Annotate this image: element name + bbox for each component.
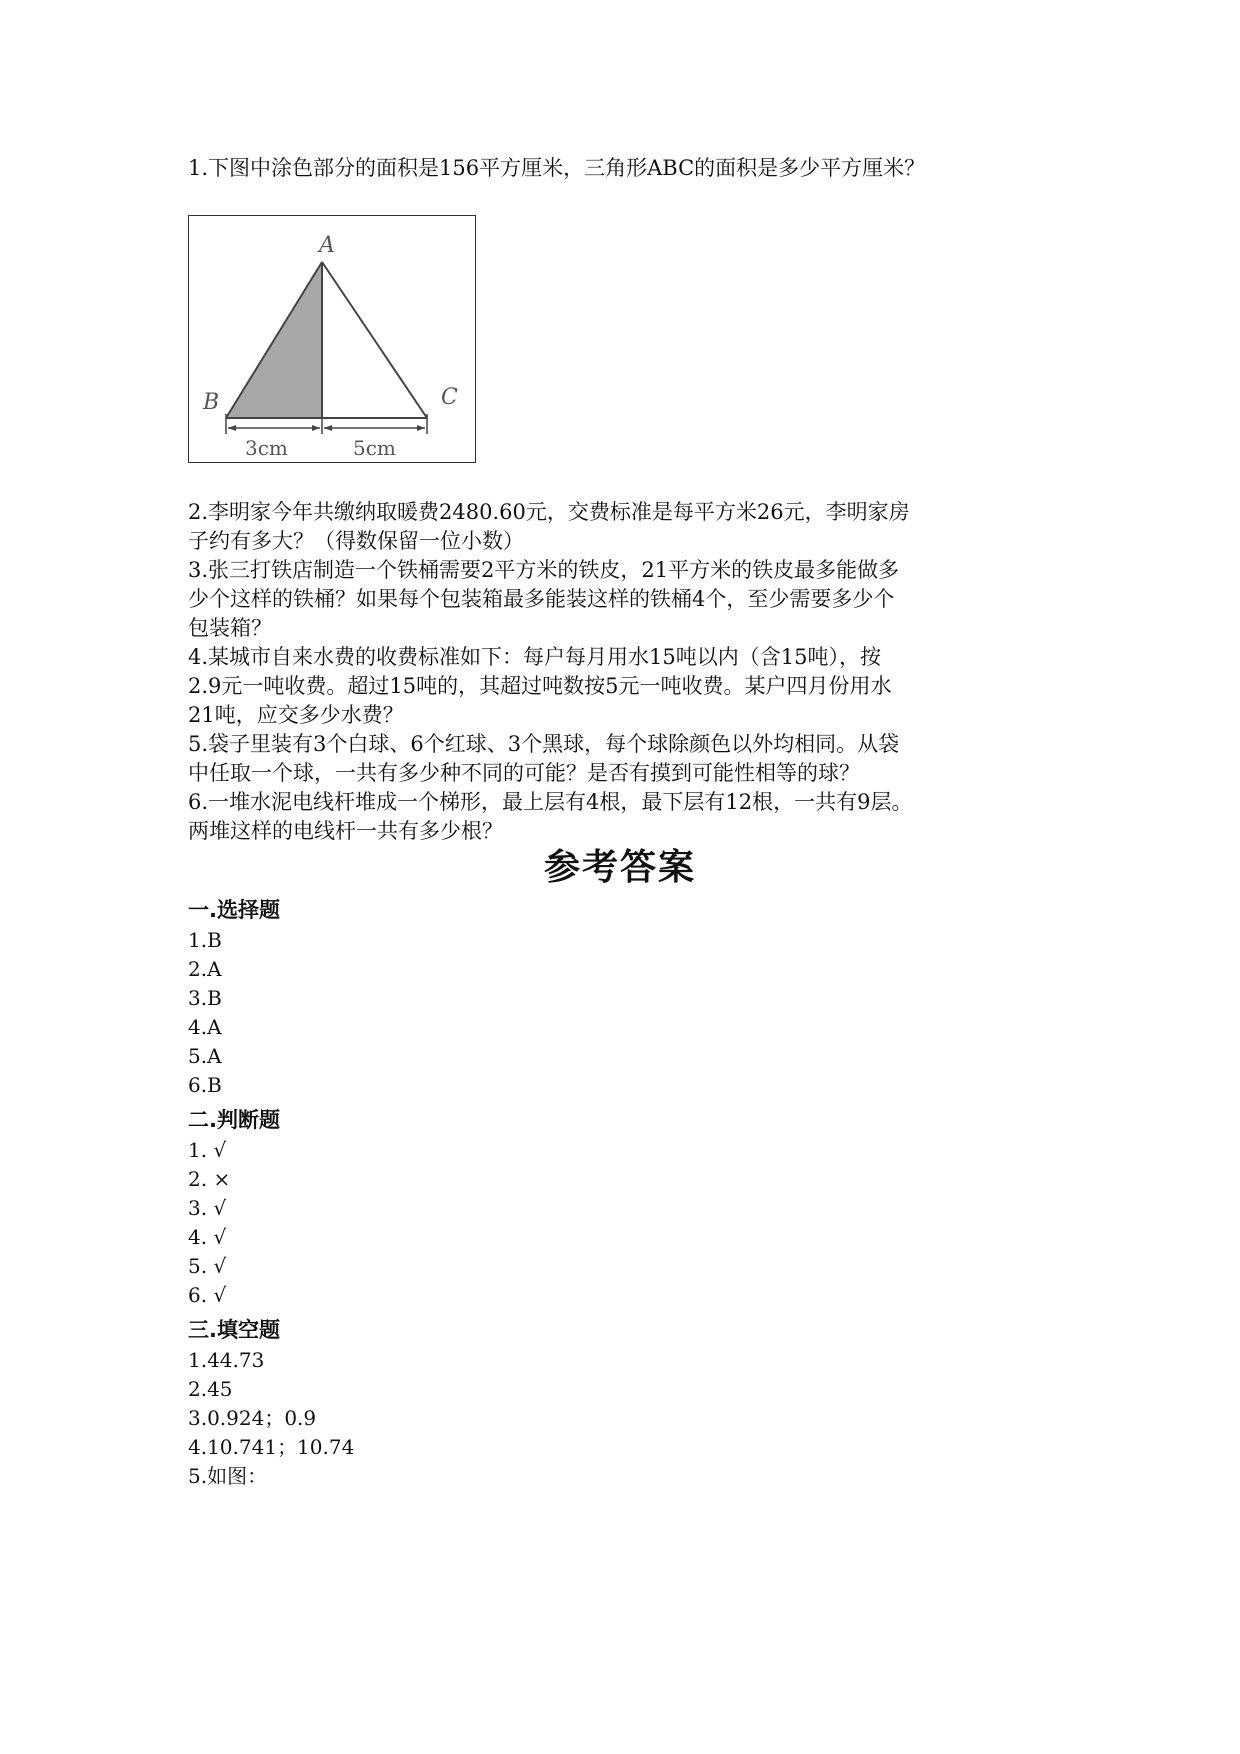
vertex-label-c: C xyxy=(441,385,458,410)
answer-item: 3.0.924；0.9 xyxy=(188,1406,317,1430)
vertex-label-b: B xyxy=(203,390,220,415)
question-3-line-3: 包装箱？ xyxy=(188,616,272,640)
answer-item: 4.10.741；10.74 xyxy=(188,1435,355,1459)
answer-item: 5. √ xyxy=(188,1254,227,1278)
triangle-diagram xyxy=(189,216,475,462)
answer-item: 4. √ xyxy=(188,1225,227,1249)
answer-item: 2. × xyxy=(188,1167,231,1191)
answer-item: 1.B xyxy=(188,928,222,952)
question-4-line-3: 21吨，应交多少水费？ xyxy=(188,703,404,727)
answer-item: 5.如图： xyxy=(188,1464,268,1488)
length-label-5cm: 5cm xyxy=(353,436,396,460)
question-4-line-1: 4.某城市自来水费的收费标准如下：每户每月用水15吨以内（含15吨），按 xyxy=(188,645,881,669)
answer-item: 3.B xyxy=(188,986,222,1010)
question-1-text: 1.下图中涂色部分的面积是156平方厘米，三角形ABC的面积是多少平方厘米？ xyxy=(188,156,926,180)
answer-item: 1. √ xyxy=(188,1138,227,1162)
answer-item: 6. √ xyxy=(188,1283,227,1307)
section-2-heading: 二.判断题 xyxy=(188,1108,280,1132)
question-5-line-2: 中任取一个球，一共有多少种不同的可能？是否有摸到可能性相等的球？ xyxy=(188,761,860,785)
question-5-line-1: 5.袋子里装有3个白球、6个红球、3个黑球，每个球除颜色以外均相同。从袋 xyxy=(188,732,900,756)
length-label-3cm: 3cm xyxy=(245,436,288,460)
question-3-line-1: 3.张三打铁店制造一个铁桶需要2平方米的铁皮，21平方米的铁皮最多能做多 xyxy=(188,558,900,582)
triangle-figure xyxy=(188,215,476,463)
vertex-label-a: A xyxy=(319,233,335,258)
question-2-line-1: 2.李明家今年共缴纳取暖费2480.60元，交费标准是每平方米26元，李明家房 xyxy=(188,500,910,524)
section-3-heading: 三.填空题 xyxy=(188,1318,280,1342)
answers-title: 参考答案 xyxy=(543,847,696,888)
section-1-heading: 一.选择题 xyxy=(188,898,280,922)
answer-item: 2.45 xyxy=(188,1377,233,1401)
answer-item: 3. √ xyxy=(188,1196,227,1220)
question-4-line-2: 2.9元一吨收费。超过15吨的，其超过吨数按5元一吨收费。某户四月份用水 xyxy=(188,674,892,698)
answer-item: 6.B xyxy=(188,1073,222,1097)
question-2-line-2: 子约有多大？（得数保留一位小数） xyxy=(188,529,524,553)
side-ac xyxy=(322,262,427,418)
answer-item: 4.A xyxy=(188,1015,222,1039)
answer-item: 1.44.73 xyxy=(188,1348,265,1372)
question-6-line-1: 6.一堆水泥电线杆堆成一个梯形，最上层有4根，最下层有12根，一共有9层。 xyxy=(188,790,913,814)
question-6-line-2: 两堆这样的电线杆一共有多少根？ xyxy=(188,819,503,843)
answer-item: 5.A xyxy=(188,1044,222,1068)
question-3-line-2: 少个这样的铁桶？如果每个包装箱最多能装这样的铁桶4个，至少需要多少个 xyxy=(188,587,895,611)
answer-item: 2.A xyxy=(188,957,222,981)
